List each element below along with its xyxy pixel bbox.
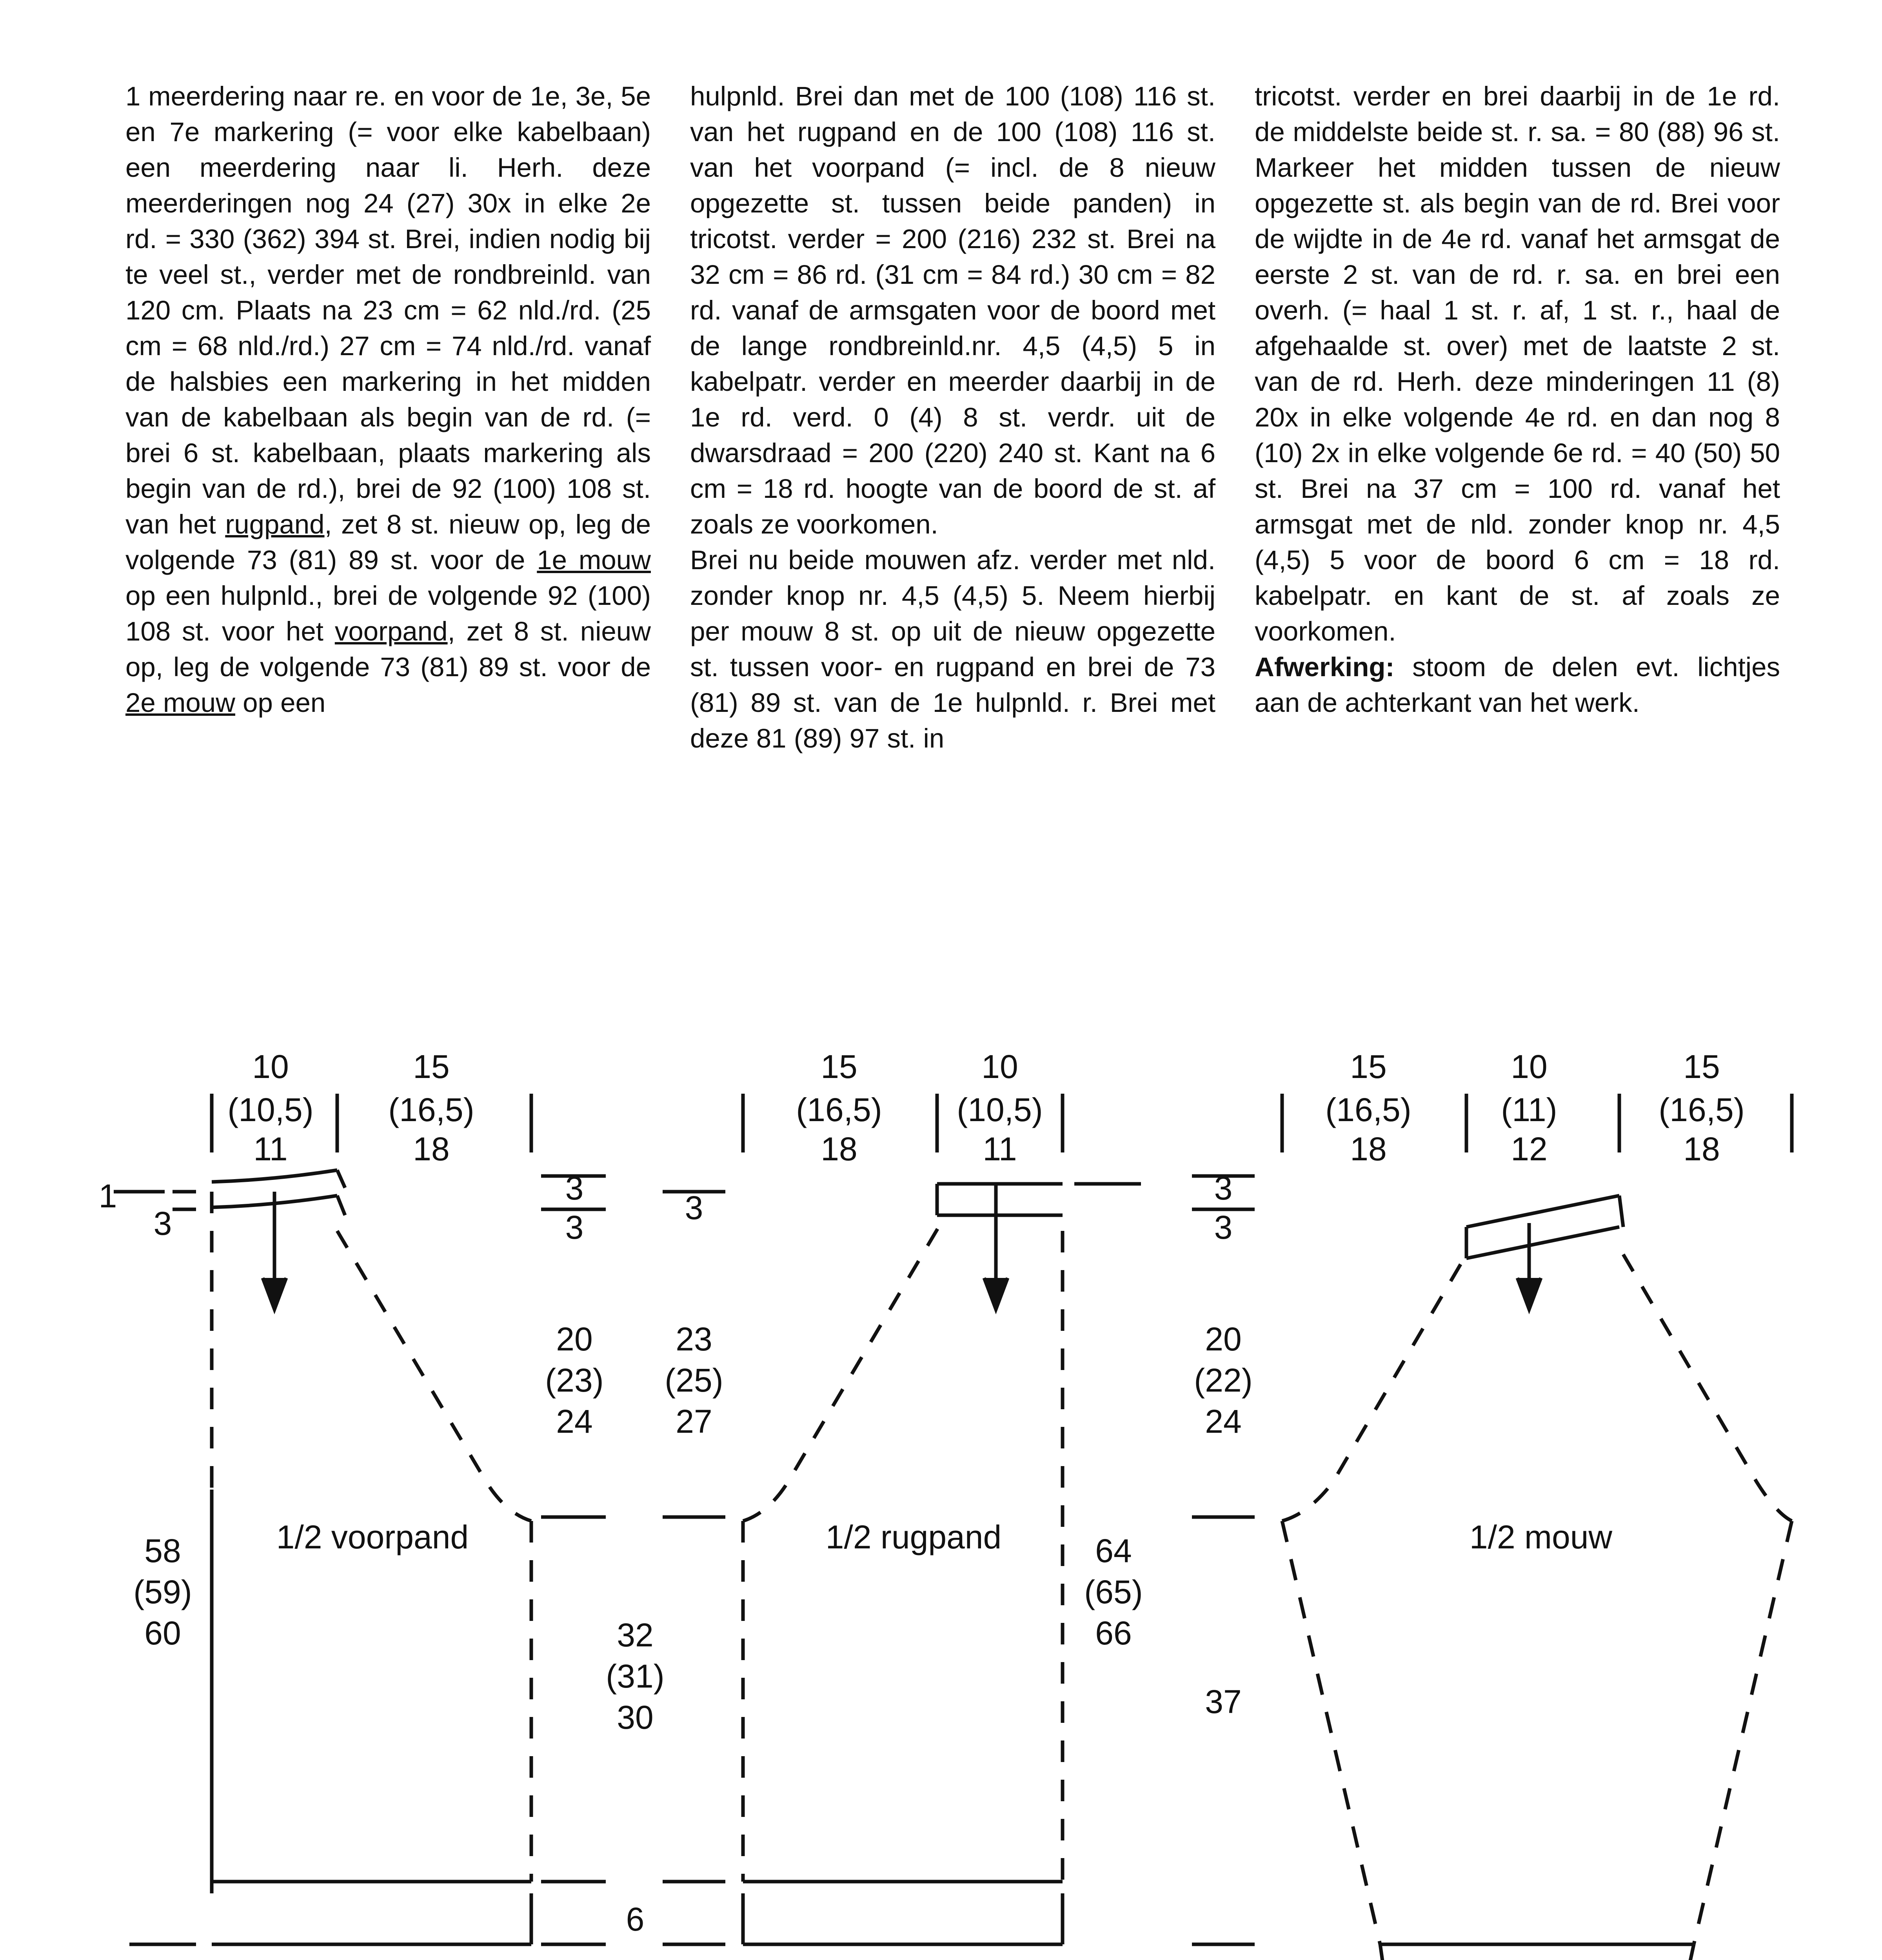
dim-label: 24 [556, 1403, 593, 1440]
front-piece-label: 1/2 voorpand [276, 1519, 469, 1555]
dim-label: (31) [606, 1658, 665, 1695]
dim-label: (10,5) [957, 1091, 1043, 1128]
front-piece-outline [212, 1170, 531, 1944]
dim-label: (16,5) [388, 1091, 474, 1128]
dim-label: 6 [626, 1901, 645, 1938]
dim-label: 10 [981, 1048, 1018, 1085]
dim-label: 11 [253, 1131, 288, 1167]
dim-label: 11 [983, 1131, 1017, 1167]
dim-label: 3 [1214, 1209, 1233, 1246]
dim-label: (10,5) [227, 1091, 314, 1128]
dim-label: 27 [676, 1403, 712, 1440]
dim-label: 12 [1511, 1131, 1548, 1167]
dim-label: (22) [1194, 1362, 1253, 1399]
dim-label: 10 [252, 1048, 289, 1085]
paragraph: Brei nu beide mouwen afz. verder met nld. zonder knop nr. 4,5 (4,5) 5. Neem hierbij per mouw 8 st. op uit de nieuw opgezette st. tussen voor- en rugpand en brei de 73 (81) 89 st. van de 1e hulpnld. r. Brei met deze 81 (89) 97 st. in [690, 545, 1215, 753]
dim-label: 15 [821, 1048, 857, 1085]
dim-label: 24 [1205, 1403, 1242, 1440]
paragraph: tricotst. verder en brei daarbij in de 1e rd. de middelste beide st. r. sa. = 80 (88) 96 st. Markeer het midden tussen de nieuw opgezette st. als begin van de rd. Brei voor de wijdte in de 4e rd. vanaf het armsgat de eerste 2 st. van de rd. r. sa. en brei een overh. (= haal 1 st. r. af, 1 st. r., haal de afgehaalde st. over) met de laatste 2 st. van de rd. Herh. deze minderingen 11 (8) 20x in elke volgende 4e rd. en dan nog 8 (10) 2x in elke volgende 6e rd. = 40 (50) 50 st. Brei na 37 cm = 100 rd. vanaf het armsgat met de nld. zonder knop nr. 4,5 (4,5) 5 voor de boord 6 cm = 18 rd. kabelpatr. en kant de st. af zoals ze voorkomen. [1255, 81, 1780, 646]
dim-label: 18 [1350, 1131, 1387, 1167]
dim-label: 3 [1214, 1170, 1233, 1207]
dim-label: 1 [98, 1178, 117, 1214]
dim-label: 3 [153, 1205, 172, 1242]
dim-label: 20 [1205, 1321, 1242, 1357]
dim-label: (16,5) [796, 1091, 882, 1128]
dim-label: 10 [1511, 1048, 1548, 1085]
dim-label: 60 [144, 1615, 181, 1651]
dim-label: (65) [1084, 1573, 1143, 1610]
dim-label: 66 [1095, 1615, 1132, 1651]
dim-label: (16,5) [1325, 1091, 1412, 1128]
paragraph: Afwerking: stoom de delen evt. lichtjes aan de achterkant van het werk. [1255, 652, 1780, 718]
dim-label: 23 [676, 1321, 712, 1357]
dim-label: (16,5) [1659, 1091, 1745, 1128]
dim-label: (59) [133, 1573, 192, 1610]
paragraph: hulpnld. Brei dan met de 100 (108) 116 st. van het rugpand en de 100 (108) 116 st. van het voorpand (= incl. de 8 nieuw opgezette st. tussen beide panden) in tricotst. verder = 200 (216) 232 st. Brei na 32 cm = 86 rd. (31 cm = 84 rd.) 30 cm = 82 rd. vanaf de armsgaten voor de boord met de lange rondbreinld.nr. 4,5 (4,5) 5 in kabelpatr. verder en meerder daarbij in de 1e rd. verd. 0 (4) 8 st. verdr. uit de dwarsdraad = 200 (220) 240 st. Kant na 6 cm = 18 rd. hoogte van de boord de st. af zoals ze voorkomen. [690, 81, 1215, 539]
back-piece-label: 1/2 rugpand [825, 1519, 1002, 1555]
dim-label: 3 [565, 1170, 584, 1207]
dim-label: 18 [413, 1131, 450, 1167]
back-piece-outline [743, 1184, 1141, 1944]
dim-label: 3 [685, 1189, 703, 1226]
dim-label: 58 [144, 1532, 181, 1569]
dim-label: 18 [821, 1131, 857, 1167]
dim-label: 15 [1683, 1048, 1720, 1085]
dim-label: (11) [1501, 1091, 1557, 1128]
dim-label: (23) [545, 1362, 604, 1399]
dim-label: 32 [617, 1617, 654, 1653]
dim-label: 15 [1350, 1048, 1387, 1085]
sleeve-outline [1192, 1176, 1792, 1960]
dim-label: 30 [617, 1699, 654, 1736]
dim-label: 37 [1205, 1683, 1242, 1720]
dim-label: 15 [413, 1048, 450, 1085]
dim-label: 3 [565, 1209, 584, 1246]
dim-label: 18 [1683, 1131, 1720, 1167]
dim-label: (25) [665, 1362, 723, 1399]
dim-label: 20 [556, 1321, 593, 1357]
sleeve-label: 1/2 mouw [1469, 1519, 1613, 1555]
dim-label: 64 [1095, 1532, 1132, 1569]
paragraph: 1 meerdering naar re. en voor de 1e, 3e, 5e en 7e markering (= voor elke kabelbaan) een meerdering naar li. Herh. deze meerderingen nog 24 (27) 30x in elke 2e rd. = 330 (362) 394 st. Brei, indien nodig bij te veel st., verder met de rondbreinld. van 120 cm. Plaats na 23 cm = 62 nld./rd. (25 cm = 68 nld./rd.) 27 cm = 74 nld./rd. vanaf de halsbies een markering in het midden van de kabelbaan als begin van de rd. (= brei 6 st. kabelbaan, plaats markering als begin van de rd.), brei de 92 (100) 108 st. van het rugpand, zet 8 st. nieuw op, leg de volgende 73 (81) 89 st. voor de 1e mouw op een hulpnld., brei de volgende 92 (100) 108 st. voor het voorpand, zet 8 st. nieuw op, leg de volgende 73 (81) 89 st. voor de 2e mouw op een [125, 81, 651, 718]
